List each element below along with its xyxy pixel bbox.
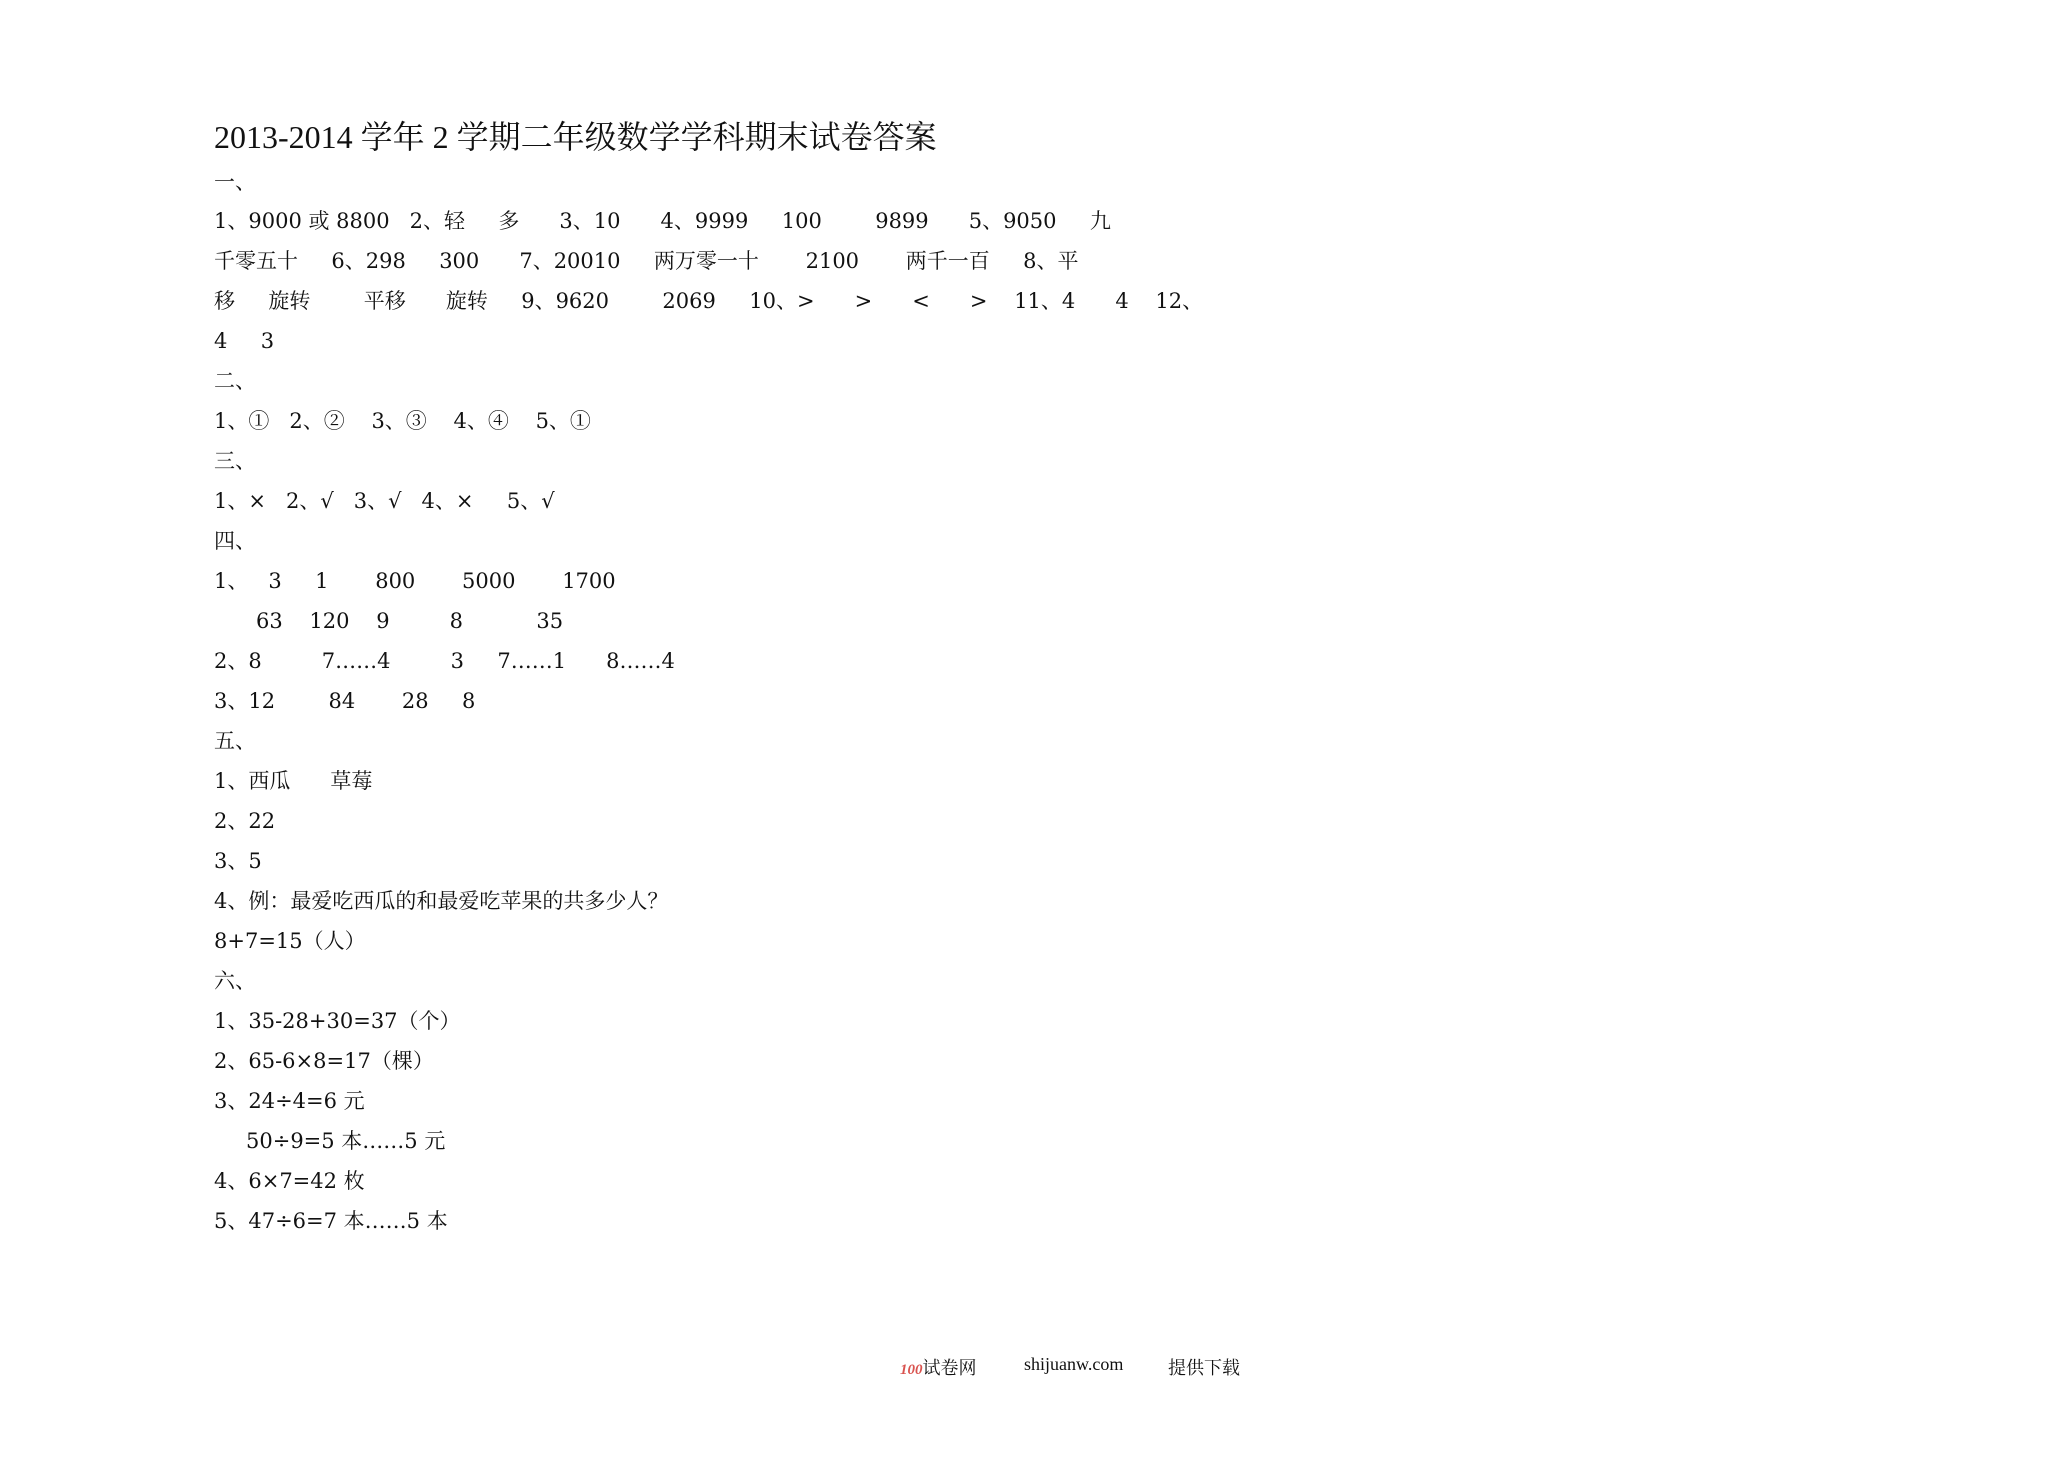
answer-line: 2、65-6×8=17（棵） xyxy=(214,1049,434,1073)
download-note: 提供下载 xyxy=(1168,1358,1240,1378)
answer-line: 5、47÷6=7 本……5 本 xyxy=(214,1209,448,1233)
answer-line: 千零五十 6、298 300 7、20010 两万零一十 2100 两千一百 8、平 xyxy=(214,249,1079,273)
answer-line: 63 120 9 8 35 xyxy=(256,609,564,633)
answer-line: 1、西瓜 草莓 xyxy=(214,769,373,793)
answer-line: 移 旋转 平移 旋转 9、9620 2069 10、> > < > 11、4 4 12、 xyxy=(214,289,1204,313)
answer-line: 3、24÷4=6 元 xyxy=(214,1089,365,1113)
section-heading-5: 五、 xyxy=(214,729,256,753)
site-logo xyxy=(900,1354,977,1380)
answer-line: 4 3 xyxy=(214,329,275,353)
answer-line: 1、35-28+30=37（个） xyxy=(214,1009,461,1033)
answer-line: 4、6×7=42 枚 xyxy=(214,1169,365,1193)
logo-text: 试卷网 xyxy=(922,1358,977,1378)
answer-line: 2、22 xyxy=(214,809,276,833)
section-heading-1: 一、 xyxy=(214,170,256,194)
answer-line: 1、 3 1 800 5000 1700 xyxy=(214,569,616,593)
section-heading-4: 四、 xyxy=(214,529,256,553)
answer-line: 2、8 7……4 3 7……1 8……4 xyxy=(214,649,675,673)
answer-line: 1、9000 或 8800 2、轻 多 3、10 4、9999 100 9899 5、9050 九 xyxy=(214,209,1111,233)
site-url: shijuanw.com xyxy=(1024,1354,1124,1374)
answer-line: 1、× 2、√ 3、√ 4、× 5、√ xyxy=(214,489,555,513)
page-footer xyxy=(0,1354,2064,1384)
page-title: 2013-2014 学年 2 学期二年级数学学科期末试卷答案 xyxy=(214,119,937,155)
answer-line: 3、12 84 28 8 xyxy=(214,689,476,713)
answer-line: 1、① 2、② 3、③ 4、④ 5、① xyxy=(214,409,591,433)
logo-number: 100 xyxy=(900,1362,923,1378)
answer-line: 8+7=15（人） xyxy=(214,929,366,953)
section-heading-6: 六、 xyxy=(214,969,256,993)
section-heading-3: 三、 xyxy=(214,449,256,473)
section-heading-2: 二、 xyxy=(214,369,256,393)
answer-line: 3、5 xyxy=(214,849,262,873)
answer-line: 50÷9=5 本……5 元 xyxy=(246,1129,446,1153)
answer-line: 4、例：最爱吃西瓜的和最爱吃苹果的共多少人？ xyxy=(214,889,669,913)
